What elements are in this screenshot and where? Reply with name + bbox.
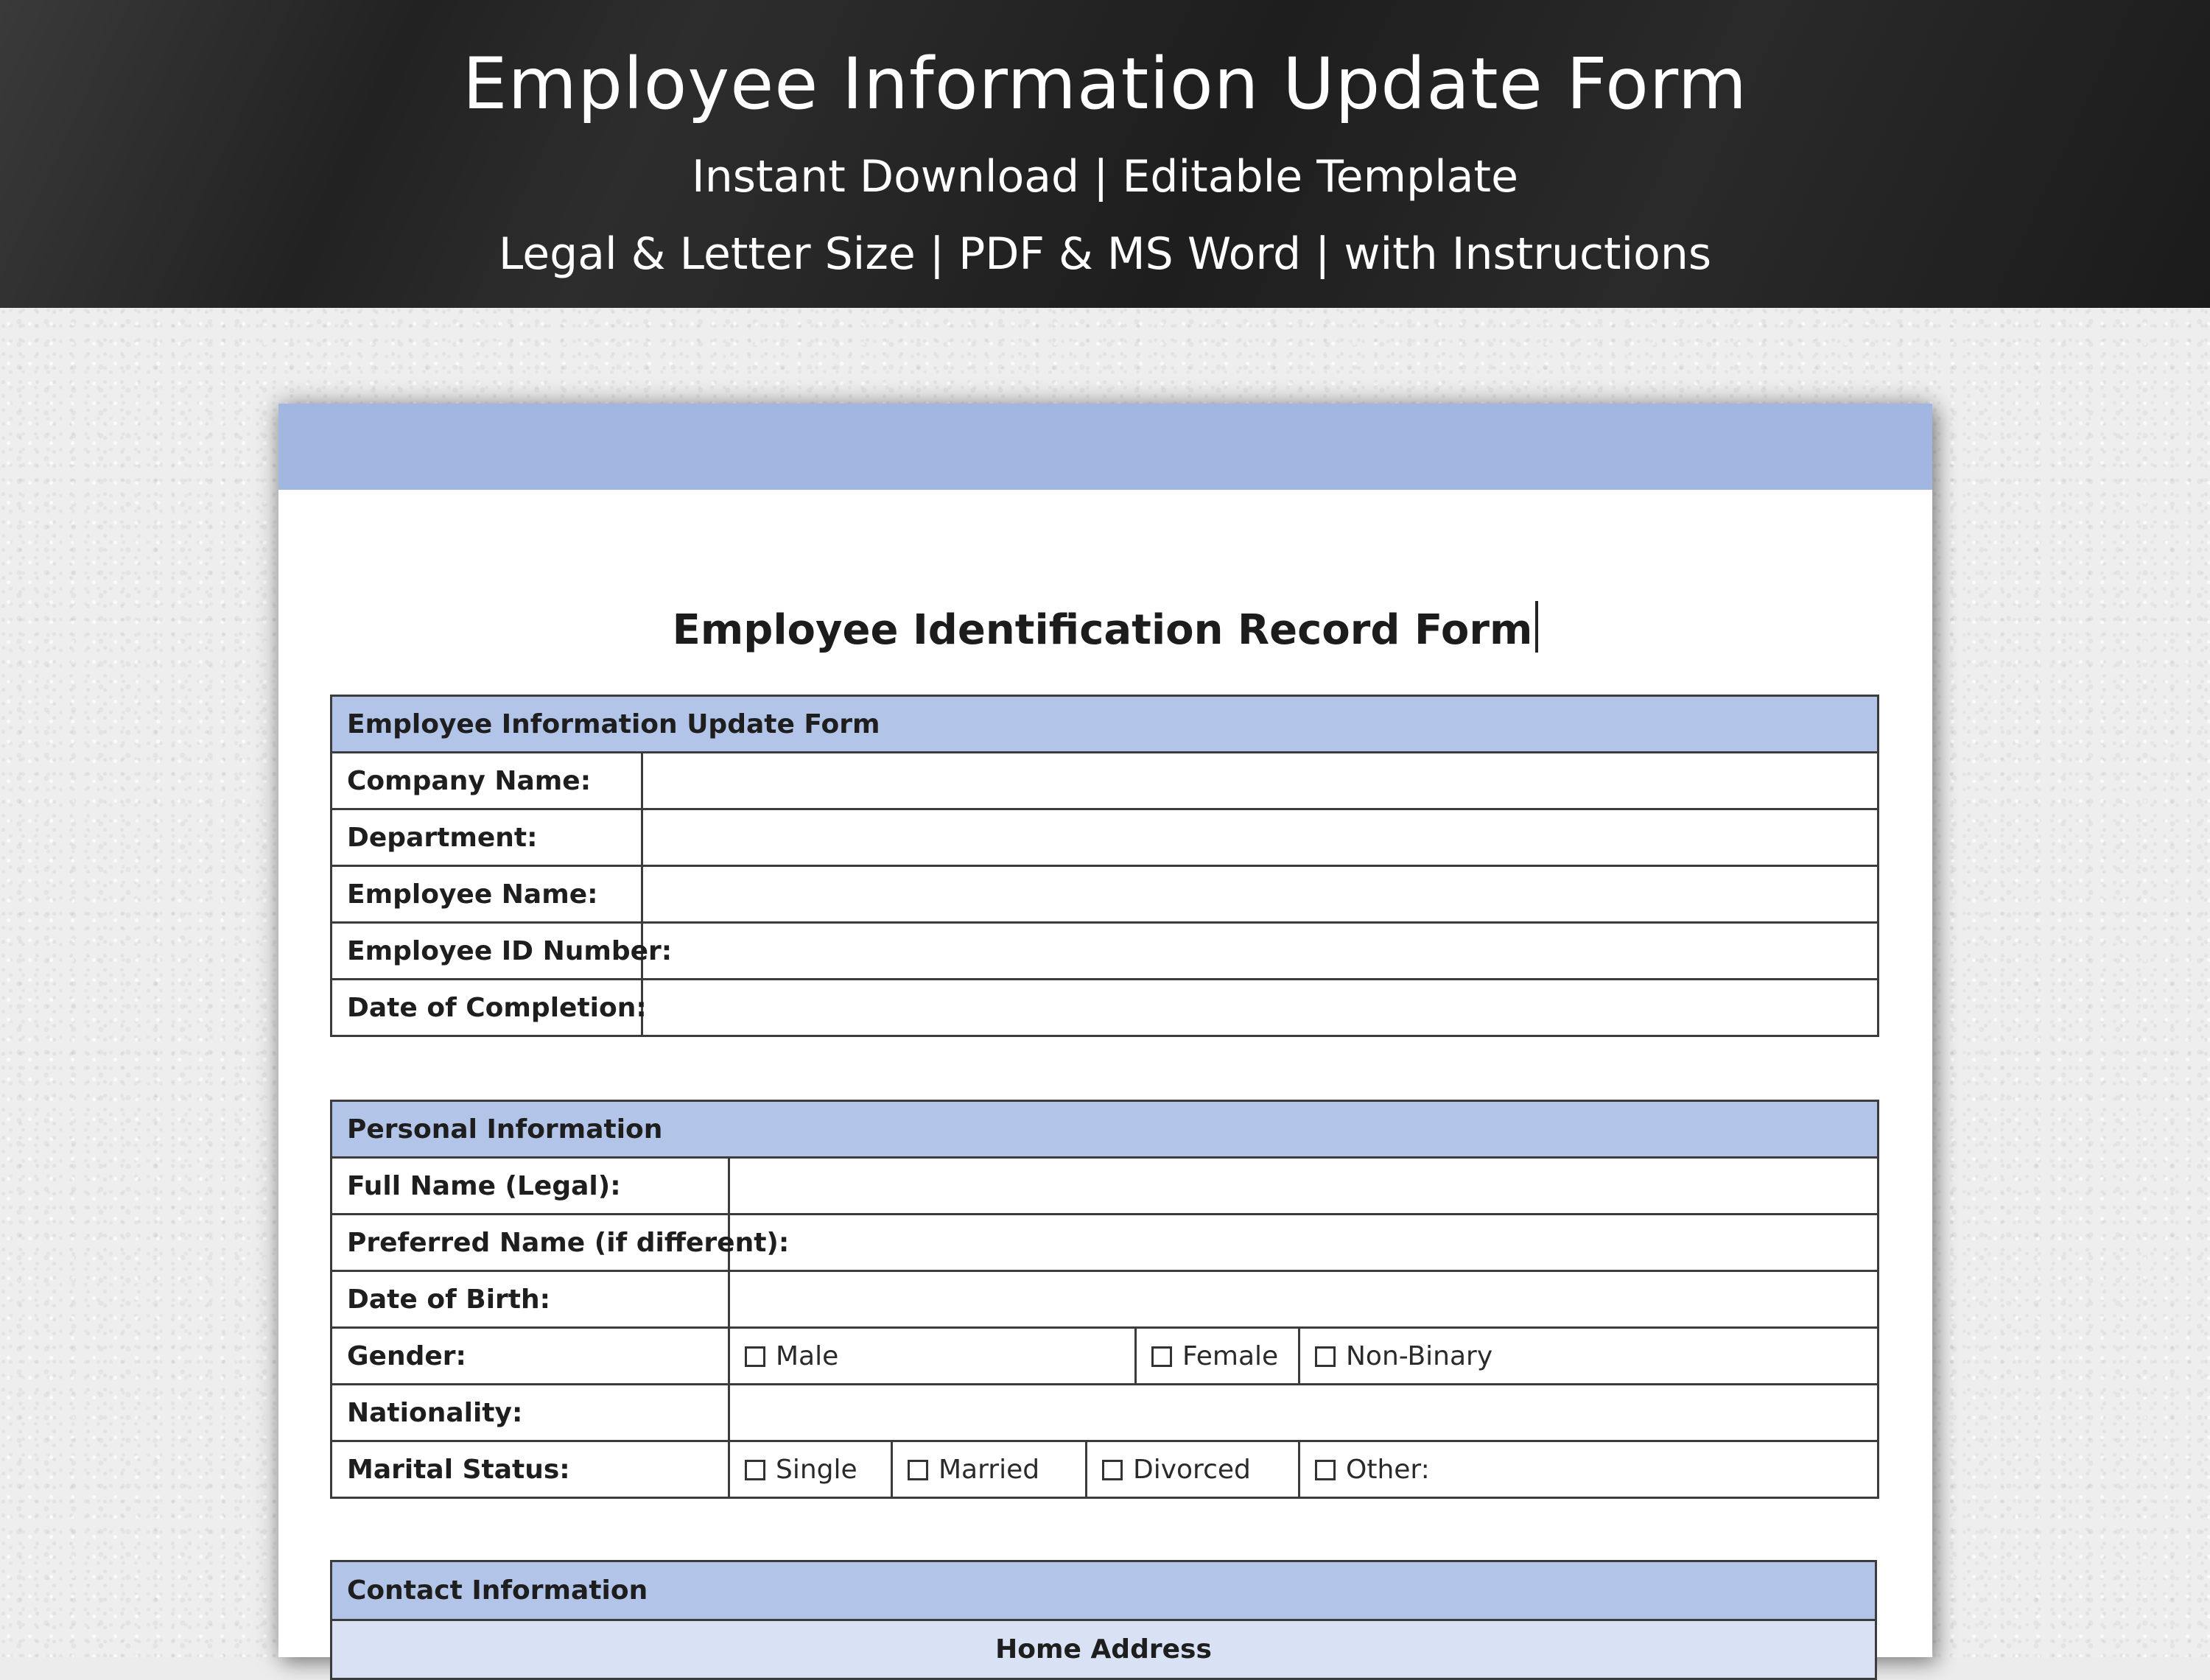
marital-married-option[interactable]	[892, 1441, 1087, 1498]
option-label: Other:	[1346, 1454, 1430, 1485]
checkbox-icon[interactable]	[908, 1460, 928, 1480]
gender-female-option[interactable]	[1136, 1328, 1299, 1385]
department-label: Department:	[332, 809, 642, 866]
table-row	[332, 809, 1878, 866]
option-label: Male	[776, 1340, 839, 1371]
employee-id-label: Employee ID Number:	[332, 923, 642, 980]
form-document	[278, 404, 1932, 1665]
employee-info-table	[330, 695, 1879, 1037]
table-row	[332, 1271, 1878, 1328]
banner-title: Employee Information Update Form	[462, 43, 1748, 125]
section-header: Contact Information	[332, 1561, 1876, 1620]
checkbox-icon[interactable]	[745, 1346, 765, 1367]
preferred-name-field[interactable]	[729, 1215, 1878, 1271]
date-of-completion-label: Date of Completion:	[332, 980, 642, 1036]
preferred-name-label: Preferred Name (if different):	[332, 1215, 729, 1271]
promo-banner	[0, 0, 2210, 308]
table-row	[332, 923, 1878, 980]
document-header-band	[278, 404, 1932, 490]
checkbox-icon[interactable]	[1151, 1346, 1172, 1367]
marital-divorced-option[interactable]	[1087, 1441, 1299, 1498]
employee-name-label: Employee Name:	[332, 866, 642, 923]
table-row	[332, 1158, 1878, 1215]
table-row	[332, 1385, 1878, 1441]
table-row	[332, 1215, 1878, 1271]
employee-id-field[interactable]	[642, 923, 1878, 980]
table-row	[332, 1441, 1878, 1498]
checkbox-icon[interactable]	[745, 1460, 765, 1480]
option-label: Female	[1182, 1340, 1279, 1371]
contact-info-table	[330, 1560, 1877, 1680]
banner-subtitle-1: Instant Download | Editable Template	[692, 151, 1518, 203]
table-row	[332, 866, 1878, 923]
option-label: Single	[776, 1454, 857, 1485]
text-cursor	[1535, 601, 1538, 653]
marital-single-option[interactable]	[729, 1441, 892, 1498]
checkbox-icon[interactable]	[1315, 1346, 1336, 1367]
option-label: Divorced	[1133, 1454, 1251, 1485]
company-name-field[interactable]	[642, 753, 1878, 809]
table-row	[332, 980, 1878, 1036]
marital-status-label: Marital Status:	[332, 1441, 729, 1498]
section-header: Employee Information Update Form	[332, 696, 1878, 753]
company-name-label: Company Name:	[332, 753, 642, 809]
gender-label: Gender:	[332, 1328, 729, 1385]
date-of-birth-field[interactable]	[729, 1271, 1878, 1328]
option-label: Non-Binary	[1346, 1340, 1493, 1371]
home-address-subheader: Home Address	[332, 1620, 1876, 1679]
table-row	[332, 1620, 1876, 1679]
section-header: Personal Information	[332, 1101, 1878, 1158]
banner-subtitle-2: Legal & Letter Size | PDF & MS Word | with Instructions	[498, 228, 1712, 280]
marital-other-option[interactable]	[1299, 1441, 1878, 1498]
checkbox-icon[interactable]	[1102, 1460, 1123, 1480]
employee-name-field[interactable]	[642, 866, 1878, 923]
table-row	[332, 1328, 1878, 1385]
gender-nonbinary-option[interactable]	[1299, 1328, 1878, 1385]
department-field[interactable]	[642, 809, 1878, 866]
date-of-birth-label: Date of Birth:	[332, 1271, 729, 1328]
personal-info-table	[330, 1100, 1879, 1499]
document-title	[278, 601, 1932, 654]
full-name-field[interactable]	[729, 1158, 1878, 1215]
option-label: Married	[939, 1454, 1040, 1485]
full-name-label: Full Name (Legal):	[332, 1158, 729, 1215]
table-row	[332, 753, 1878, 809]
checkbox-icon[interactable]	[1315, 1460, 1336, 1480]
date-of-completion-field[interactable]	[642, 980, 1878, 1036]
nationality-label: Nationality:	[332, 1385, 729, 1441]
gender-male-option[interactable]	[729, 1328, 1136, 1385]
document-title-text: Employee Identification Record Form	[672, 606, 1533, 654]
nationality-field[interactable]	[729, 1385, 1878, 1441]
